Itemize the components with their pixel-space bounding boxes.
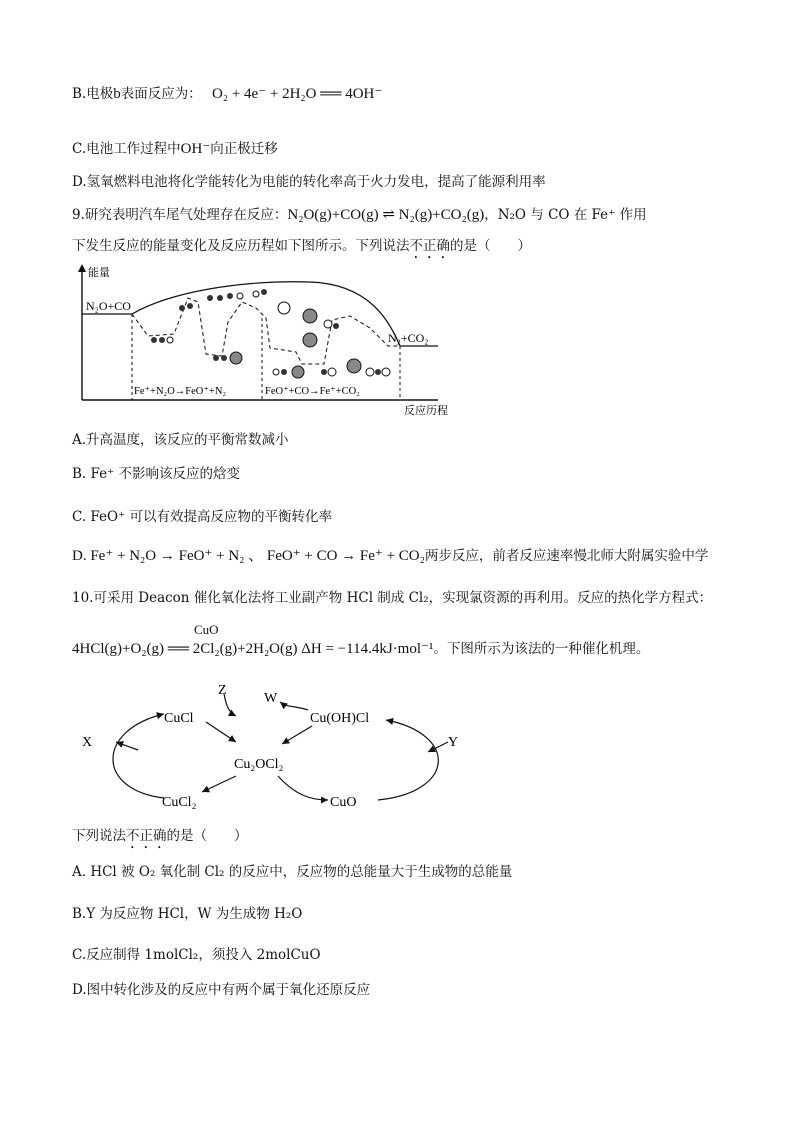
node-cucl: CuCl (164, 711, 194, 726)
arrow-cuohcl-to-cu2ocl2 (282, 726, 312, 744)
q8-option-b-mid: 表面反应为： (120, 86, 202, 102)
molecule-icons (151, 289, 390, 378)
q9-stem-text-d: 的是（ ） (450, 238, 531, 254)
q10-equation-line (72, 637, 649, 658)
q8-option-c-suffix: 向正极迁移 (210, 141, 278, 157)
label-y: Y (448, 735, 459, 750)
q10-option-b: B.Y 为反应物 HCl，W 为生成物 H₂O (72, 906, 303, 922)
q9-stem-emphasis: 不正确 (409, 238, 450, 254)
node-cuo: CuO (330, 795, 357, 810)
catalyzed-path (132, 298, 400, 364)
q8-option-b-equation: O₂ + 4e⁻ + 2H₂O ══ 4OH⁻ (212, 86, 383, 102)
q10-ask-emphasis: 不正确 (126, 828, 167, 844)
arrow-y-in (428, 742, 448, 752)
q8-option-c (72, 137, 278, 158)
q9-option-c: C. FeO⁺ 可以有效提高反应物的平衡转化率 (72, 509, 333, 525)
q10-stem-line1: 10.可采用 Deacon 催化氧化法将工业副产物 HCl 制成 Cl₂，实现氯资源的再利用。反应的热化学方程式： (72, 590, 713, 606)
q9-stem-text-b: ，N₂O 与 CO 在 Fe⁺ 作用 (484, 207, 647, 223)
q10-ask (72, 824, 248, 852)
node-cuohcl: Cu(OH)Cl (310, 711, 370, 726)
node-cu2ocl2: Cu₂OCl₂ (234, 757, 284, 772)
label-w: W (264, 691, 278, 706)
y-axis-arrow-icon (78, 264, 86, 272)
q10-ask-text-b: 的是（ ） (166, 828, 248, 844)
q9-stem-equation: N₂O(g)+CO(g) ⇌ N₂(g)+CO₂(g) (287, 207, 485, 223)
q9-option-d-text: 两步反应，前者反应速率慢北师大附属实验中学 (424, 548, 709, 564)
q9-option-b: B. Fe⁺ 不影响该反应的焓变 (72, 466, 241, 482)
step2-label: FeO⁺+CO→Fe⁺+CO₂ (265, 386, 360, 397)
q9-stem-text-c: 下发生反应的能量变化及反应历程如下图所示。下列说法 (72, 238, 410, 254)
q8-option-b-electrode: b (113, 86, 121, 102)
q8-option-d: D.氢氧燃料电池将化学能转化为电能的转化率高于火力发电，提高了能源利用率 (72, 174, 546, 190)
q10-equation-catalyst: CuO (194, 622, 219, 637)
q9-option-d-equations: D. Fe⁺ + N₂O → FeO⁺ + N₂ 、 FeO⁺ + CO → Fe⁺ + CO₂ (72, 548, 425, 564)
q10-ask-text: 下列说法 (72, 828, 126, 844)
arrow-cucl2-to-cucl (113, 714, 164, 798)
label-z: Z (218, 683, 227, 698)
q9-stem-line2 (72, 234, 531, 262)
arrow-cu2ocl2-to-cuo (278, 776, 328, 800)
label-x: X (82, 735, 93, 750)
q8-option-c-prefix: C.电池工作过程中 (72, 141, 181, 157)
q10-option-c: C.反应制得 1molCl₂，须投入 2molCuO (72, 947, 321, 963)
q10-option-d: D.图中转化涉及的反应中有两个属于氧化还原反应 (72, 982, 371, 998)
q9-stem-line1 (72, 203, 647, 224)
end-label: N₂+CO₂ (388, 331, 429, 345)
step1-label: Fe⁺+N₂O→FeO⁺+N₂ (134, 386, 227, 397)
arrow-x-out (116, 742, 138, 750)
q10-equation-tail: 。下图所示为该法的一种催化机理。 (433, 641, 650, 657)
start-label: N₂O+CO (86, 299, 131, 313)
node-cucl2: CuCl₂ (162, 795, 197, 810)
catalytic-cycle-diagram (76, 680, 476, 820)
q10-option-a: A. HCl 被 O₂ 氧化制 Cl₂ 的反应中，反应物的总能量大于生成物的总能量 (72, 864, 513, 880)
y-axis-label: 能量 (88, 267, 110, 279)
q9-stem-text: 9.研究表明汽车尾气处理存在反应： (72, 207, 288, 223)
q10-equation: 4HCl(g)+O₂(g) ══ 2Cl₂(g)+2H₂O(g) ΔH = −114.4kJ·mol⁻¹ (72, 641, 434, 657)
arrow-cu2ocl2-to-cucl2 (202, 776, 236, 792)
q9-option-d (72, 544, 708, 565)
q8-option-b (72, 82, 382, 103)
arrow-w-out (280, 702, 308, 710)
q8-option-b-prefix: B.电极 (72, 86, 114, 102)
uncatalyzed-path (82, 282, 438, 346)
x-axis-label: 反应历程 (404, 405, 448, 417)
arrow-cuo-to-cuohcl (378, 720, 438, 800)
arrow-cucl-to-cu2ocl2 (206, 722, 236, 742)
q9-option-a: A.升高温度，该反应的平衡常数减小 (72, 432, 289, 448)
q8-option-c-ion: OH⁻ (180, 141, 211, 157)
energy-diagram (70, 262, 450, 418)
